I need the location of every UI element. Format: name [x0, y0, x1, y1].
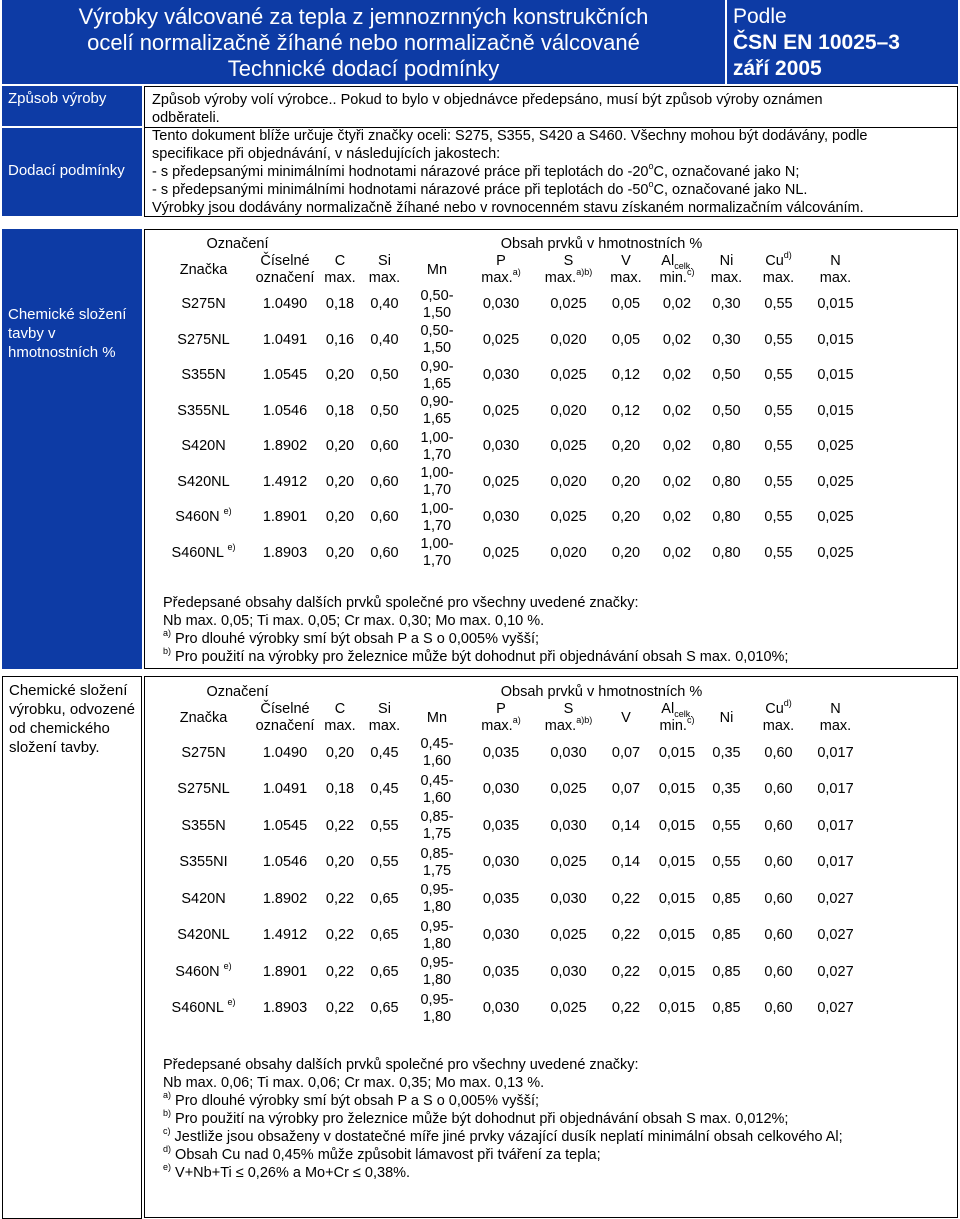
cell-cu: 0,55	[764, 473, 793, 490]
norm-reference	[727, 0, 958, 84]
cell-num: 1.8901	[262, 509, 308, 526]
cell-n: 0,027	[817, 963, 854, 980]
cell-ni: 0,80	[712, 438, 741, 455]
cell-p: 0,030	[482, 296, 520, 313]
table-row	[156, 772, 864, 809]
cell-cu: 0,55	[764, 509, 793, 526]
cell-ni: 0,35	[712, 781, 741, 798]
cell-c: 0,20	[325, 544, 355, 561]
cell-n: 0,017	[817, 854, 854, 871]
cell-grade: S460N $^{e)}$	[175, 506, 232, 526]
table-row	[156, 735, 864, 772]
table-row	[156, 881, 864, 918]
cell-v: 0,07	[611, 781, 641, 798]
cell-v: 0,20	[611, 473, 641, 490]
cell-mn: 1,00- 1,70	[420, 500, 454, 534]
cell-num: 1.8902	[262, 438, 308, 455]
cell-ni: 0,85	[712, 890, 741, 907]
cell-al: 0,02	[662, 367, 692, 384]
cell-n: 0,027	[817, 890, 854, 907]
table-header-row: Značka Číselné označení C max. Si max. Mn P max.$^{a)}$ S max.$^{a)b)}$ V max. $Al_{celk.}$ min.$^{c)}$ Ni max. Cu$^{d)}$ max. N max.	[179, 250, 852, 286]
cell-c: 0,20	[325, 509, 355, 526]
cell-grade: S355NL	[177, 402, 230, 419]
cell-si: 0,65	[370, 890, 399, 907]
cell-ni: 0,30	[712, 331, 741, 348]
section-label-delivery: Dodací podmínky	[2, 128, 142, 216]
cell-al: 0,02	[662, 544, 692, 561]
footnote: $^{d)}$ Obsah Cu nad 0,45% může způsobit lámavost při tváření za tepla;	[163, 1144, 601, 1163]
cell-s: 0,025	[550, 1000, 587, 1017]
cell-cu: 0,60	[764, 817, 793, 834]
cell-si: 0,40	[370, 296, 399, 313]
cell-p: 0,030	[482, 927, 520, 944]
cell-mn: 0,95- 1,80	[420, 882, 454, 916]
table-header-row: Označení Obsah prvků v hmotnostních %	[206, 236, 703, 252]
table-row	[156, 429, 864, 465]
cell-p: 0,030	[482, 781, 520, 798]
cell-s: 0,020	[550, 402, 587, 419]
cell-c: 0,18	[325, 402, 355, 419]
table-row	[156, 845, 864, 882]
cell-cu: 0,55	[764, 296, 793, 313]
cell-c: 0,22	[325, 927, 355, 944]
cell-num: 1.0546	[262, 402, 308, 419]
cell-p: 0,025	[482, 473, 520, 490]
cell-num: 1.0490	[262, 744, 308, 761]
cell-ni: 0,85	[712, 963, 741, 980]
cell-c: 0,22	[325, 890, 355, 907]
norm-code: ČSN EN 10025–3	[733, 31, 900, 54]
cell-s: 0,025	[550, 781, 587, 798]
table-row	[156, 808, 864, 845]
title-line: Výrobky válcované za tepla z jemnozrnných konstrukčních	[78, 4, 649, 29]
cell-s: 0,020	[550, 331, 587, 348]
notes-limits: Nb max. 0,05; Ti max. 0,05; Cr max. 0,30; Mo max. 0,10 %.	[163, 613, 545, 629]
cell-si: 0,55	[370, 854, 399, 871]
cell-v: 0,12	[611, 367, 641, 384]
cell-s: 0,030	[550, 744, 587, 761]
title-line: ocelí normalizačně žíhané nebo normalizačně válcované	[87, 30, 640, 55]
table-row	[156, 465, 864, 501]
footnote: $^{c)}$ Jestliže jsou obsaženy v dostatečné míře jiné prvky vázající dusík neplatí minimální obsah celkového Al;	[163, 1126, 843, 1145]
cell-p: 0,025	[482, 331, 520, 348]
cell-mn: 0,95- 1,80	[420, 955, 454, 989]
table-header-row: Označení Obsah prvků v hmotnostních %	[206, 684, 703, 700]
cell-v: 0,12	[611, 402, 641, 419]
cell-cu: 0,55	[764, 331, 793, 348]
footnote: $^{b)}$ Pro použití na výrobky pro železnice může být dohodnut při objednávání obsah S max. 0,010%;	[163, 646, 789, 665]
table-row	[156, 287, 864, 323]
cell-cu: 0,60	[764, 963, 793, 980]
cell-cu: 0,55	[764, 402, 793, 419]
cell-grade: S460NL $^{e)}$	[171, 541, 236, 561]
cell-si: 0,45	[370, 781, 399, 798]
cell-mn: 0,50- 1,50	[420, 323, 454, 357]
norm-label: Podle	[733, 5, 787, 28]
production-text: Způsob výroby volí výrobce.. Pokud to bylo v objednávce předepsáno, musí být způsob výroby oznámen odběrateli.	[152, 92, 823, 126]
product-notes	[163, 1056, 843, 1182]
cell-grade: S420NL	[177, 927, 230, 944]
cell-grade: S420N	[181, 890, 226, 907]
cell-n: 0,025	[817, 438, 854, 455]
delivery-text: Tento dokument blíže určuje čtyři značky oceli: S275, S355, S420 a S460. Všechny mohou být dodávány, podle specifikace při objednávání, v následujících jakostech: - s předepsanými minimálními hodnotami nárazové práce při teplotách do -20$^o$C, označované jako N; - s předepsanými minimálními hodnotami nárazové práce při teplotách do -50$^o$C, označované jako NL. Výrobky jsou dodávány normalizačně žíhané nebo v rovnocenném stavu získaném normalizačním válcováním.	[152, 128, 868, 216]
cell-v: 0,05	[611, 296, 641, 313]
cell-c: 0,22	[325, 817, 355, 834]
cell-c: 0,18	[325, 781, 355, 798]
title-line: Technické dodací podmínky	[227, 56, 500, 81]
cell-mn: 1,00- 1,70	[420, 429, 454, 463]
cell-ni: 0,80	[712, 544, 741, 561]
document-title	[2, 0, 725, 84]
footnote: $^{a)}$ Pro dlouhé výrobky smí být obsah P a S o 0,005% vyšší;	[163, 628, 540, 647]
table-row	[156, 536, 864, 572]
cell-ni: 0,50	[712, 402, 741, 419]
product-composition-table	[156, 684, 864, 1027]
cell-grade: S355N	[181, 367, 226, 384]
cell-mn: 1,00- 1,70	[420, 536, 454, 570]
cell-v: 0,20	[611, 544, 641, 561]
cell-si: 0,65	[370, 927, 399, 944]
cell-c: 0,18	[325, 296, 355, 313]
cell-v: 0,20	[611, 509, 641, 526]
cell-num: 1.8902	[262, 890, 308, 907]
cell-mn: 0,45- 1,60	[420, 736, 454, 770]
cell-n: 0,015	[817, 331, 854, 348]
cast-composition-table	[156, 236, 864, 571]
cell-n: 0,015	[817, 402, 854, 419]
cell-grade: S355NI	[179, 854, 228, 871]
cell-c: 0,22	[325, 963, 355, 980]
cell-si: 0,55	[370, 817, 399, 834]
cell-num: 1.8903	[262, 1000, 308, 1017]
cell-mn: 0,45- 1,60	[420, 772, 454, 806]
notes-intro: Předepsané obsahy dalších prvků společné pro všechny uvedené značky:	[163, 1057, 639, 1073]
cell-p: 0,035	[482, 744, 520, 761]
cell-grade: S275N	[181, 296, 226, 313]
cell-mn: 0,85- 1,75	[420, 845, 454, 879]
cell-n: 0,027	[817, 1000, 854, 1017]
cell-num: 1.0545	[262, 817, 308, 834]
cell-al: 0,015	[658, 927, 696, 944]
cell-s: 0,025	[550, 367, 587, 384]
footnote: $^{a)}$ Pro dlouhé výrobky smí být obsah P a S o 0,005% vyšší;	[163, 1090, 540, 1109]
cell-cu: 0,60	[764, 744, 793, 761]
cell-al: 0,015	[658, 744, 696, 761]
section-label-cast-composition: Chemické složení tavby v hmotnostních %	[2, 229, 142, 669]
cell-s: 0,020	[550, 544, 587, 561]
cell-si: 0,60	[370, 509, 399, 526]
cell-n: 0,027	[817, 927, 854, 944]
cell-s: 0,030	[550, 890, 587, 907]
cell-al: 0,015	[658, 781, 696, 798]
cell-ni: 0,85	[712, 927, 741, 944]
cell-p: 0,035	[482, 890, 520, 907]
cell-si: 0,40	[370, 331, 399, 348]
cell-cu: 0,60	[764, 854, 793, 871]
cell-p: 0,025	[482, 544, 520, 561]
footnote: $^{b)}$ Pro použití na výrobky pro železnice může být dohodnut při objednávání obsah S max. 0,012%;	[163, 1108, 789, 1127]
cell-num: 1.4912	[262, 927, 308, 944]
cell-al: 0,015	[658, 854, 696, 871]
cell-grade: S275NL	[177, 781, 230, 798]
cell-v: 0,22	[611, 890, 641, 907]
cell-cu: 0,60	[764, 1000, 793, 1017]
cell-mn: 0,85- 1,75	[420, 809, 454, 843]
cell-si: 0,65	[370, 963, 399, 980]
cell-v: 0,14	[611, 817, 641, 834]
table-row	[156, 918, 864, 955]
cell-v: 0,22	[611, 963, 641, 980]
cell-ni: 0,50	[712, 367, 741, 384]
cell-p: 0,030	[482, 1000, 520, 1017]
cell-num: 1.8901	[262, 963, 308, 980]
cell-cu: 0,60	[764, 781, 793, 798]
cell-n: 0,017	[817, 744, 854, 761]
table-row	[156, 358, 864, 394]
cell-ni: 0,55	[712, 854, 741, 871]
cell-n: 0,025	[817, 509, 854, 526]
cell-al: 0,02	[662, 331, 692, 348]
cell-al: 0,015	[658, 1000, 696, 1017]
cell-num: 1.0545	[262, 367, 308, 384]
cell-si: 0,60	[370, 473, 399, 490]
cell-grade: S460NL $^{e)}$	[171, 997, 236, 1017]
cell-al: 0,015	[658, 963, 696, 980]
cell-c: 0,20	[325, 367, 355, 384]
cell-al: 0,02	[662, 509, 692, 526]
cell-si: 0,50	[370, 402, 399, 419]
cell-si: 0,65	[370, 1000, 399, 1017]
cell-cu: 0,60	[764, 927, 793, 944]
cell-num: 1.0546	[262, 854, 308, 871]
cell-al: 0,015	[658, 890, 696, 907]
cell-al: 0,02	[662, 296, 692, 313]
cell-c: 0,16	[325, 331, 355, 348]
cell-n: 0,025	[817, 473, 854, 490]
cell-n: 0,017	[817, 781, 854, 798]
cast-notes	[163, 594, 788, 666]
cell-s: 0,025	[550, 854, 587, 871]
cell-p: 0,030	[482, 854, 520, 871]
cell-num: 1.0490	[262, 296, 308, 313]
cell-si: 0,45	[370, 744, 399, 761]
cell-al: 0,02	[662, 402, 692, 419]
cell-grade: S275N	[181, 744, 226, 761]
cell-p: 0,030	[482, 438, 520, 455]
cell-s: 0,030	[550, 817, 587, 834]
cell-grade: S355N	[181, 817, 226, 834]
cell-cu: 0,55	[764, 438, 793, 455]
cell-s: 0,030	[550, 963, 587, 980]
cell-v: 0,20	[611, 438, 641, 455]
cell-mn: 0,95- 1,80	[420, 918, 454, 952]
cell-p: 0,025	[482, 402, 520, 419]
cell-si: 0,50	[370, 367, 399, 384]
cell-ni: 0,80	[712, 509, 741, 526]
cell-n: 0,015	[817, 367, 854, 384]
cell-mn: 0,50- 1,50	[420, 287, 454, 321]
cell-ni: 0,55	[712, 817, 741, 834]
section-label-product-composition: Chemické složení výrobku, odvozené od chemického složení tavby.	[2, 676, 142, 1219]
cell-cu: 0,55	[764, 544, 793, 561]
cell-c: 0,22	[325, 1000, 355, 1017]
cell-s: 0,025	[550, 296, 587, 313]
cell-v: 0,22	[611, 927, 641, 944]
cell-c: 0,20	[325, 854, 355, 871]
cell-mn: 0,90- 1,65	[420, 358, 454, 392]
cell-si: 0,60	[370, 438, 399, 455]
cell-ni: 0,30	[712, 296, 741, 313]
table-row	[156, 394, 864, 430]
cell-p: 0,035	[482, 817, 520, 834]
table-row	[156, 954, 864, 991]
cell-al: 0,015	[658, 817, 696, 834]
cell-s: 0,020	[550, 473, 587, 490]
cell-grade: S275NL	[177, 331, 230, 348]
notes-limits: Nb max. 0,06; Ti max. 0,06; Cr max. 0,35; Mo max. 0,13 %.	[163, 1075, 545, 1091]
notes-intro: Předepsané obsahy dalších prvků společné pro všechny uvedené značky:	[163, 595, 639, 611]
cell-n: 0,025	[817, 544, 854, 561]
cell-v: 0,14	[611, 854, 641, 871]
cell-grade: S460N $^{e)}$	[175, 960, 232, 980]
cell-v: 0,22	[611, 1000, 641, 1017]
cell-cu: 0,60	[764, 890, 793, 907]
cell-ni: 0,35	[712, 744, 741, 761]
cell-mn: 0,95- 1,80	[420, 991, 454, 1025]
cell-grade: S420NL	[177, 473, 230, 490]
norm-date: září 2005	[733, 57, 822, 80]
table-row	[156, 500, 864, 536]
cell-grade: S420N	[181, 438, 226, 455]
cell-c: 0,20	[325, 473, 355, 490]
cell-ni: 0,85	[712, 1000, 741, 1017]
cell-num: 1.0491	[262, 331, 308, 348]
cell-num: 1.8903	[262, 544, 308, 561]
cell-num: 1.4912	[262, 473, 308, 490]
cell-p: 0,035	[482, 963, 520, 980]
cell-p: 0,030	[482, 367, 520, 384]
cell-mn: 0,90- 1,65	[420, 394, 454, 428]
section-label-production: Způsob výroby	[2, 86, 142, 126]
table-row	[156, 323, 864, 359]
table-row	[156, 991, 864, 1028]
cell-s: 0,025	[550, 927, 587, 944]
footnote: $^{e)}$ V+Nb+Ti ≤ 0,26% a Mo+Cr ≤ 0,38%.	[163, 1162, 411, 1181]
cell-si: 0,60	[370, 544, 399, 561]
cell-mn: 1,00- 1,70	[420, 465, 454, 499]
cell-num: 1.0491	[262, 781, 308, 798]
cell-al: 0,02	[662, 438, 692, 455]
cell-s: 0,025	[550, 438, 587, 455]
cell-c: 0,20	[325, 438, 355, 455]
cell-v: 0,05	[611, 331, 641, 348]
cell-c: 0,20	[325, 744, 355, 761]
cell-ni: 0,80	[712, 473, 741, 490]
cell-al: 0,02	[662, 473, 692, 490]
cell-s: 0,025	[550, 509, 587, 526]
table-header-row: Značka Číselné označení C max. Si max. Mn P max.$^{a)}$ S max.$^{a)b)}$ V $Al_{celk.}$ min.$^{c)}$ Ni Cu$^{d)}$ max. N max.	[179, 698, 852, 734]
cell-v: 0,07	[611, 744, 641, 761]
cell-p: 0,030	[482, 509, 520, 526]
cell-n: 0,017	[817, 817, 854, 834]
cell-cu: 0,55	[764, 367, 793, 384]
cell-n: 0,015	[817, 296, 854, 313]
